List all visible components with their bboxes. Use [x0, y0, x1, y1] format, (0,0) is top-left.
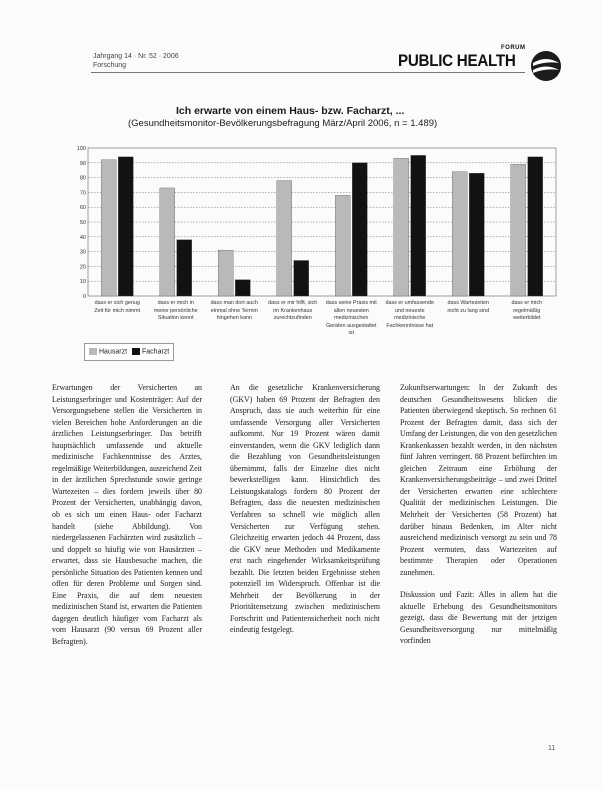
bar-hausarzt-6: [394, 158, 409, 296]
bar-hausarzt-8: [511, 164, 526, 296]
bar-facharzt-6: [411, 155, 426, 296]
paragraph-gkv: An die gesetzliche Krankenversicherung (GKV) haben 69 Prozent der Befragten den Anspruch, dass sie auch weiterhin für eine umfassende Versorgung aller Versicherten aufkommt. Nur 19 Prozent wären damit einverstanden, wenn die GKV lediglich dann die Bezahlung von Gesundheitsleistungen übernimmt, falls der Einzelne dies nicht bewerkstelligen kann. Hinsichtlich des Leistungskatalogs fordern 80 Prozent der Befragten, dass die neuesten medizinischen Verfahren so schnell wie möglich allen Versicherten zur Verfügung stehen. Gleichzeitig erwarten jedoch 44 Prozent, dass die GKV neue Methoden und Medikamente erst nach eingehender Wirksamkeitsprüfung bezahlt. Die letzten beiden Ergebnisse stehen potenziell im Widerspruch. Offenbar ist die Mehrheit der Bevölkerung in der Prioritätensetzung zwischen medizinischem Fortschritt und Patientensicherheit noch nicht eindeutig festgelegt.: [230, 383, 380, 635]
bar-facharzt-5: [352, 163, 367, 296]
y-tick-label: 40: [79, 234, 86, 241]
bar-hausarzt-1: [101, 160, 116, 296]
paragraph-future: Zukunftserwartungen: In der Zukunft des deutschen Gesundheitswesens blicken die Patienten überwiegend skeptisch. So rechnen 61 Prozent der Befragten damit, dass sich der Umfang der Leistungen, die von den gesetzlichen Krankenkassen bezahlt werden, in den nächsten fünf Jahren verringert. 88 Prozent befürchten im gleichen Zeitraum eine Erhöhung der Krankenversicherungsbeiträge – und zwei Drittel der Versicherten erwarten eine schlechtere Qualität der medizinischen Leistungen. Die Mehrheit der Versicherten (58 Prozent) hat darüber hinaus Bedenken, im Alter nicht ausreichend medizinisch versorgt zu sein und 78 Prozent vermuten, dass Wartezeiten auf bestimmte Therapien oder Operationen zunehmen.: [400, 383, 557, 577]
brand-logo-icon: [529, 49, 563, 83]
y-tick-label: 10: [79, 279, 86, 286]
figure-title: Ich erwarte von einem Haus- bzw. Facharzt, ...: [176, 105, 405, 117]
legend-swatch-facharzt: [132, 348, 140, 355]
bar-hausarzt-2: [160, 188, 175, 296]
bar-hausarzt-7: [452, 172, 467, 296]
x-tick-label: dass er umfassende und neueste medizinische Fachkenntnisse hat: [385, 300, 435, 329]
y-tick-label: 0: [82, 294, 86, 300]
x-tick-label: dass er mich regelmäßig weiterbildet: [511, 300, 543, 321]
paragraph-discussion: Diskussion und Fazit: Alles in allem hat die aktuelle Erhebung des Gesundheitsmonitors gezeigt, dass die Bewertung mit der jetzigen Gesundheitsversorgung nur mittelmäßig vorfinden: [400, 590, 557, 646]
x-tick-label: dass seine Praxis mit allen neuesten medizinischen Geräten ausgestattet ist: [325, 300, 377, 336]
bar-facharzt-7: [469, 173, 484, 296]
bar-chart: [78, 93, 564, 375]
y-tick-label: 70: [79, 190, 86, 197]
text-column-middle: [230, 382, 380, 636]
brand-title: PUBLIC HEALTH: [398, 52, 516, 70]
y-tick-label: 90: [79, 160, 86, 167]
bar-hausarzt-3: [218, 250, 233, 296]
x-tick-label: dass er mir hilft, sich im Krankenhaus zurechtzufinden: [268, 300, 318, 321]
text-column-right: [400, 382, 557, 647]
text-column-left: [52, 382, 202, 648]
y-tick-label: 20: [79, 264, 86, 271]
page-number: 11: [548, 745, 556, 752]
legend-item-hausarzt: [89, 348, 127, 355]
brand-small: FORUM: [501, 45, 526, 51]
paragraph-expectations: Erwartungen der Versicherten an Leistungserbringer und Kostenträger: Auf der Versorgungsebene stellen die Versicherten in vielen Bereichen hohe Anforderungen an die ärztlichen Leistungserbringer. Das betrifft hauptsächlich umfassende und aktuelle medizinische Fachkenntnisse des Arztes, regelmäßige Weiterbildungen, ausreichend Zeit in der ärztlichen Sprechstunde sowie geringe Wartezeiten – dies fordern jeweils über 80 Prozent der Versicherten, unabhängig davon, ob es sich um einen Haus- oder Facharzt handelt (siehe Abbildung). Von niedergelassenen Fachärzten wird zusätzlich – und doppelt so häufig wie von Hausärzten – erwartet, dass sie Hausbesuche machen, die persönliche Situation des Patienten kennen und offen für deren Probleme und Sorgen sind. Eine Praxis, die auf dem neuesten medizinischen Stand ist, erwarten die Patienten dagegen deutlich häufiger vom Facharzt als vom Hausarzt (90 versus 69 Prozent aller Befragten).: [52, 383, 202, 647]
x-tick-label: dass er mich in meine persönliche Situation kennt: [153, 300, 198, 321]
y-tick-label: 100: [76, 146, 86, 152]
x-tick-label: dass er sich genug Zeit für mich nimmt: [94, 300, 141, 314]
legend-label-hausarzt: Hausarzt: [99, 348, 128, 356]
x-tick-label: dass man dort auch einmal ohne Termin hingehen kann: [210, 300, 258, 321]
bar-facharzt-2: [177, 240, 192, 296]
bar-hausarzt-5: [335, 195, 350, 296]
legend-item-facharzt: [132, 348, 169, 355]
journal-section-line: Forschung: [93, 62, 127, 69]
header-rule: [91, 72, 525, 73]
bar-facharzt-3: [235, 280, 250, 296]
bar-facharzt-4: [294, 260, 309, 296]
y-tick-label: 80: [79, 175, 86, 182]
journal-issue-line: Jahrgang 14 · Nr. 52 · 2006: [93, 53, 179, 60]
figure: [78, 93, 564, 375]
bar-facharzt-8: [528, 157, 543, 296]
x-tick-label: dass Wartezeiten nicht zu lang sind: [447, 300, 490, 314]
legend-label-facharzt: Facharzt: [142, 348, 170, 356]
y-tick-label: 50: [79, 220, 86, 226]
legend-swatch-hausarzt: [89, 348, 97, 355]
bar-hausarzt-4: [277, 181, 292, 296]
y-tick-label: 60: [79, 205, 86, 212]
figure-subtitle: (Gesundheitsmonitor-Bevölkerungsbefragung März/April 2006, n = 1.489): [128, 118, 438, 129]
chart-legend: [84, 343, 174, 361]
bar-facharzt-1: [118, 157, 133, 296]
y-tick-label: 30: [79, 249, 86, 256]
